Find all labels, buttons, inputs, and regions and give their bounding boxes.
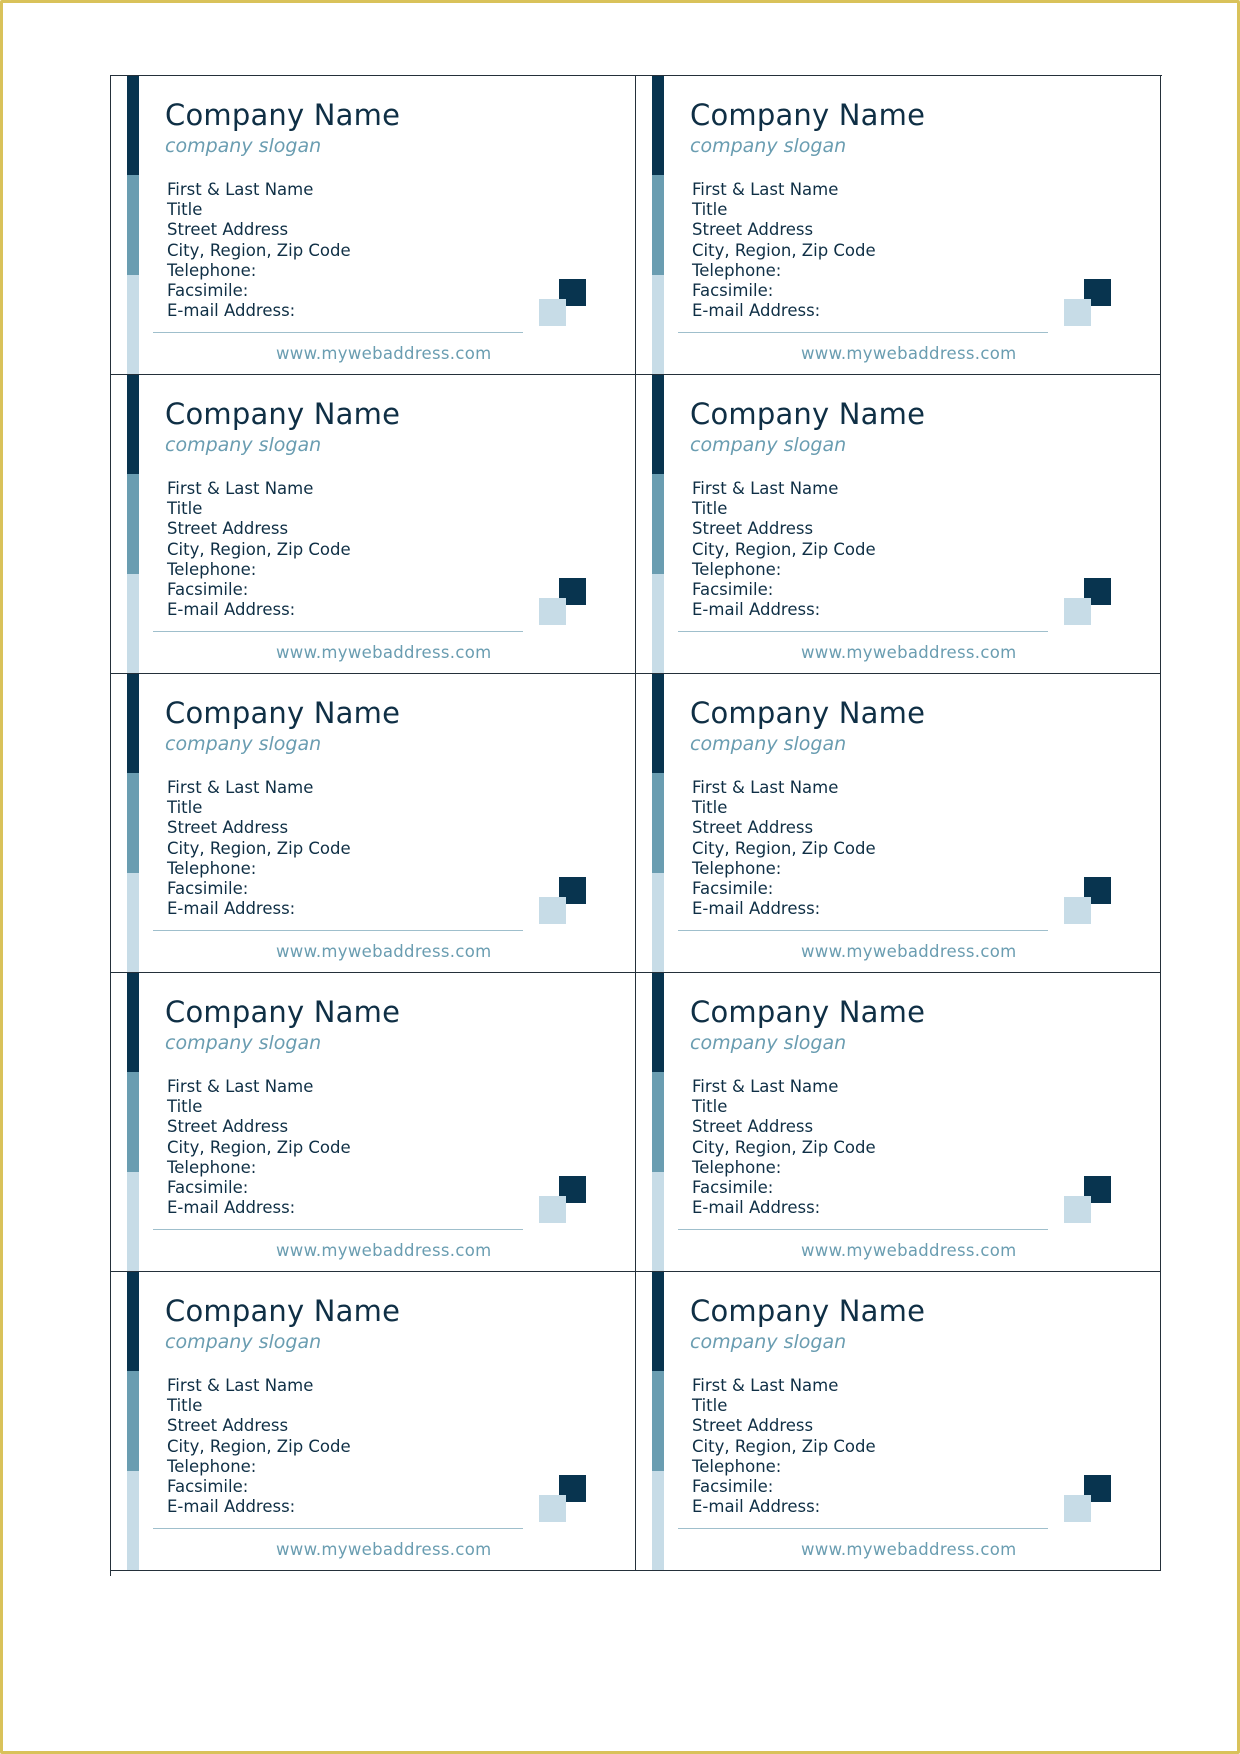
company-name: Company Name [690, 1294, 926, 1328]
contact-line: City, Region, Zip Code [167, 838, 351, 858]
contact-line: E-mail Address: [167, 899, 296, 919]
contact-details [692, 1376, 876, 1517]
two-overlapping-squares-logo-icon [539, 578, 587, 626]
company-slogan: company slogan [690, 733, 847, 755]
card-divider [153, 1229, 523, 1230]
stripe-light-segment [652, 574, 664, 673]
contact-line: Title [167, 798, 203, 818]
company-name: Company Name [690, 397, 926, 431]
card-divider [678, 930, 1048, 931]
stripe-light-segment [652, 873, 664, 972]
logo-light-square [539, 598, 566, 625]
contact-line: City, Region, Zip Code [692, 1137, 876, 1157]
contact-line: Title [167, 1396, 203, 1416]
contact-line: Telephone: [692, 858, 782, 878]
contact-line: City, Region, Zip Code [167, 240, 351, 260]
contact-line: Facsimile: [692, 879, 774, 899]
contact-line: Title [167, 499, 203, 519]
stripe-mid-segment [127, 474, 139, 573]
stripe-mid-segment [127, 1371, 139, 1470]
business-card [111, 1272, 636, 1571]
contact-details [167, 1077, 351, 1218]
business-card [111, 973, 636, 1272]
stripe-light-segment [127, 1471, 139, 1570]
website-address: www.mywebaddress.com [276, 1540, 492, 1559]
stripe-mid-segment [127, 773, 139, 872]
business-card [636, 76, 1161, 375]
business-card [636, 1272, 1161, 1571]
business-card [636, 674, 1161, 973]
card-divider [678, 631, 1048, 632]
two-overlapping-squares-logo-icon [1064, 1475, 1112, 1523]
contact-line: Street Address [692, 1117, 814, 1137]
contact-line: E-mail Address: [167, 1198, 296, 1218]
contact-line: City, Region, Zip Code [167, 1436, 351, 1456]
contact-line: Title [692, 1097, 728, 1117]
contact-line: Facsimile: [167, 879, 249, 899]
stripe-mid-segment [652, 474, 664, 573]
contact-line: Facsimile: [692, 1178, 774, 1198]
logo-light-square [539, 1495, 566, 1522]
card-color-stripe [127, 76, 139, 374]
company-slogan: company slogan [165, 733, 322, 755]
contact-line: E-mail Address: [692, 899, 821, 919]
company-slogan: company slogan [690, 135, 847, 157]
contact-details [692, 180, 876, 321]
contact-line: Street Address [167, 220, 289, 240]
company-name: Company Name [690, 995, 926, 1029]
contact-line: Title [692, 1396, 728, 1416]
company-slogan: company slogan [690, 1331, 847, 1353]
contact-line: E-mail Address: [692, 600, 821, 620]
two-overlapping-squares-logo-icon [1064, 578, 1112, 626]
card-color-stripe [652, 375, 664, 673]
card-color-stripe [652, 674, 664, 972]
contact-line: E-mail Address: [167, 600, 296, 620]
contact-line: Telephone: [167, 858, 257, 878]
contact-line: Title [167, 200, 203, 220]
website-address: www.mywebaddress.com [801, 643, 1017, 662]
two-overlapping-squares-logo-icon [539, 279, 587, 327]
company-slogan: company slogan [690, 1032, 847, 1054]
company-name: Company Name [165, 696, 401, 730]
stripe-dark-segment [127, 973, 139, 1072]
company-slogan: company slogan [165, 434, 322, 456]
contact-line: E-mail Address: [692, 1497, 821, 1517]
logo-light-square [539, 299, 566, 326]
contact-line: First & Last Name [167, 1376, 314, 1395]
stripe-mid-segment [127, 1072, 139, 1171]
contact-line: Street Address [167, 1117, 289, 1137]
contact-details [692, 778, 876, 919]
company-name: Company Name [165, 995, 401, 1029]
card-color-stripe [652, 76, 664, 374]
contact-line: Title [692, 499, 728, 519]
company-slogan: company slogan [165, 135, 322, 157]
contact-line: First & Last Name [692, 1077, 839, 1096]
company-name: Company Name [165, 98, 401, 132]
card-color-stripe [652, 1272, 664, 1570]
card-divider [153, 1528, 523, 1529]
contact-line: Facsimile: [167, 580, 249, 600]
card-divider [153, 332, 523, 333]
contact-line: E-mail Address: [692, 1198, 821, 1218]
company-slogan: company slogan [690, 434, 847, 456]
contact-details [167, 479, 351, 620]
two-overlapping-squares-logo-icon [539, 1475, 587, 1523]
contact-line: First & Last Name [692, 180, 839, 199]
contact-line: Facsimile: [167, 281, 249, 301]
contact-line: Telephone: [167, 559, 257, 579]
logo-light-square [539, 1196, 566, 1223]
contact-line: First & Last Name [692, 778, 839, 797]
business-card [111, 76, 636, 375]
card-color-stripe [127, 375, 139, 673]
contact-line: E-mail Address: [167, 301, 296, 321]
company-name: Company Name [690, 98, 926, 132]
website-address: www.mywebaddress.com [276, 1241, 492, 1260]
stripe-mid-segment [127, 175, 139, 274]
website-address: www.mywebaddress.com [276, 942, 492, 961]
contact-line: Facsimile: [692, 281, 774, 301]
stripe-dark-segment [127, 76, 139, 175]
contact-line: City, Region, Zip Code [692, 240, 876, 260]
contact-line: First & Last Name [167, 180, 314, 199]
contact-details [167, 180, 351, 321]
contact-details [167, 778, 351, 919]
contact-line: Street Address [167, 519, 289, 539]
contact-line: Street Address [167, 818, 289, 838]
two-overlapping-squares-logo-icon [539, 877, 587, 925]
contact-line: Street Address [692, 519, 814, 539]
company-slogan: company slogan [165, 1032, 322, 1054]
two-overlapping-squares-logo-icon [1064, 1176, 1112, 1224]
contact-line: Facsimile: [692, 1477, 774, 1497]
contact-line: First & Last Name [692, 1376, 839, 1395]
contact-details [167, 1376, 351, 1517]
stripe-mid-segment [652, 773, 664, 872]
logo-light-square [1064, 299, 1091, 326]
logo-light-square [1064, 1495, 1091, 1522]
card-color-stripe [127, 1272, 139, 1570]
stripe-light-segment [127, 873, 139, 972]
contact-line: First & Last Name [167, 479, 314, 498]
website-address: www.mywebaddress.com [801, 942, 1017, 961]
company-name: Company Name [165, 1294, 401, 1328]
contact-line: First & Last Name [692, 479, 839, 498]
contact-line: Telephone: [167, 260, 257, 280]
contact-line: E-mail Address: [692, 301, 821, 321]
contact-line: E-mail Address: [167, 1497, 296, 1517]
contact-line: First & Last Name [167, 1077, 314, 1096]
card-divider [153, 631, 523, 632]
contact-line: First & Last Name [167, 778, 314, 797]
stripe-dark-segment [127, 1272, 139, 1371]
contact-line: Telephone: [692, 1157, 782, 1177]
contact-line: Title [167, 1097, 203, 1117]
stripe-light-segment [652, 275, 664, 374]
logo-light-square [1064, 598, 1091, 625]
stripe-mid-segment [652, 175, 664, 274]
website-address: www.mywebaddress.com [801, 344, 1017, 363]
contact-line: City, Region, Zip Code [167, 539, 351, 559]
stripe-dark-segment [127, 674, 139, 773]
two-overlapping-squares-logo-icon [1064, 877, 1112, 925]
card-divider [678, 1229, 1048, 1230]
contact-line: Facsimile: [692, 580, 774, 600]
stripe-mid-segment [652, 1072, 664, 1171]
contact-line: City, Region, Zip Code [692, 539, 876, 559]
contact-line: Street Address [692, 220, 814, 240]
company-name: Company Name [690, 696, 926, 730]
contact-line: City, Region, Zip Code [692, 838, 876, 858]
stripe-mid-segment [652, 1371, 664, 1470]
stripe-light-segment [127, 275, 139, 374]
stripe-dark-segment [652, 375, 664, 474]
card-color-stripe [127, 674, 139, 972]
contact-details [692, 1077, 876, 1218]
card-color-stripe [127, 973, 139, 1271]
contact-line: Facsimile: [167, 1178, 249, 1198]
contact-line: Title [692, 200, 728, 220]
stripe-dark-segment [127, 375, 139, 474]
stripe-dark-segment [652, 76, 664, 175]
stripe-light-segment [127, 1172, 139, 1271]
stripe-light-segment [652, 1471, 664, 1570]
card-color-stripe [652, 973, 664, 1271]
logo-light-square [1064, 1196, 1091, 1223]
business-card [636, 375, 1161, 674]
contact-line: City, Region, Zip Code [692, 1436, 876, 1456]
website-address: www.mywebaddress.com [801, 1241, 1017, 1260]
two-overlapping-squares-logo-icon [1064, 279, 1112, 327]
business-card [111, 375, 636, 674]
contact-line: Facsimile: [167, 1477, 249, 1497]
contact-details [692, 479, 876, 620]
website-address: www.mywebaddress.com [276, 643, 492, 662]
website-address: www.mywebaddress.com [801, 1540, 1017, 1559]
logo-light-square [1064, 897, 1091, 924]
company-slogan: company slogan [165, 1331, 322, 1353]
stripe-light-segment [127, 574, 139, 673]
card-divider [153, 930, 523, 931]
contact-line: Street Address [692, 818, 814, 838]
two-overlapping-squares-logo-icon [539, 1176, 587, 1224]
contact-line: Street Address [692, 1416, 814, 1436]
contact-line: Telephone: [692, 260, 782, 280]
contact-line: Telephone: [692, 559, 782, 579]
business-card [111, 674, 636, 973]
contact-line: Telephone: [692, 1456, 782, 1476]
contact-line: Street Address [167, 1416, 289, 1436]
logo-light-square [539, 897, 566, 924]
contact-line: City, Region, Zip Code [167, 1137, 351, 1157]
stripe-dark-segment [652, 674, 664, 773]
business-card-sheet [110, 75, 1162, 1576]
business-card [636, 973, 1161, 1272]
stripe-dark-segment [652, 973, 664, 1072]
contact-line: Title [692, 798, 728, 818]
stripe-light-segment [652, 1172, 664, 1271]
card-divider [678, 1528, 1048, 1529]
website-address: www.mywebaddress.com [276, 344, 492, 363]
stripe-dark-segment [652, 1272, 664, 1371]
card-divider [678, 332, 1048, 333]
company-name: Company Name [165, 397, 401, 431]
contact-line: Telephone: [167, 1456, 257, 1476]
contact-line: Telephone: [167, 1157, 257, 1177]
